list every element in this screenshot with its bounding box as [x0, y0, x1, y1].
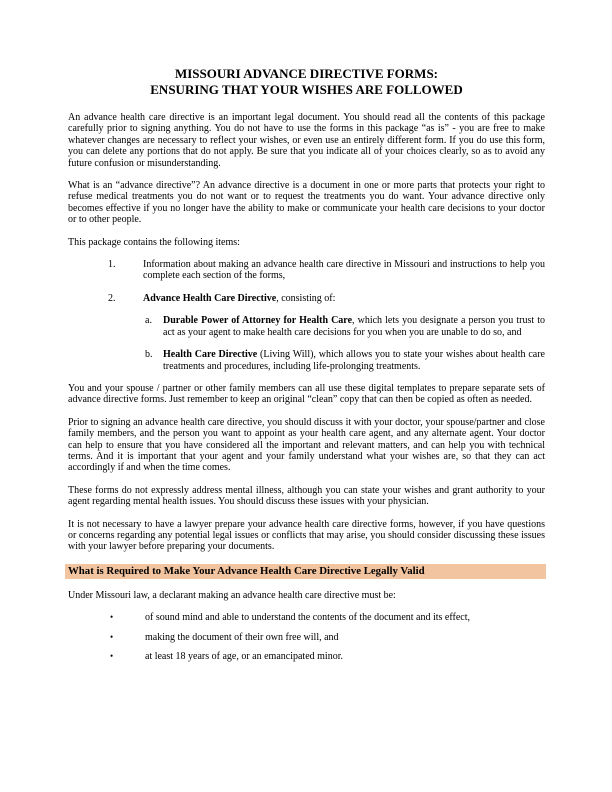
sub-item-letter: a. [145, 315, 152, 327]
section-heading: What is Required to Make Your Advance Health Care Directive Legally Valid [65, 564, 546, 579]
list-item-text [143, 293, 545, 304]
list-item-bold-text: Advance Health Care Directive [143, 292, 277, 304]
requirement-bullet-3 [68, 651, 545, 662]
intro-paragraph-2: What is an “advance directive”? An advance directive is a document in one or more parts that protects your right to refuse medical treatments you do not want or to request the treatments you do want. Your advance directive only becomes effective if you no longer have the ability to make or communicate your health care decisions to your doctor or to other people. [68, 180, 545, 226]
bullet-text: making the document of their own free will, and [145, 631, 339, 643]
package-sub-item-b [145, 349, 545, 372]
sub-item-bold-text: Health Care Directive [163, 349, 258, 361]
sub-item-letter: b. [145, 349, 153, 361]
intro-paragraph-3: This package contains the following items: [68, 236, 240, 248]
title-line-1: MISSOURI ADVANCE DIRECTIVE FORMS: [174, 66, 439, 81]
body-paragraph-1: You and your spouse / partner or other family members can all use these digital templates to prepare separate sets of advance directive forms. Just remember to keep an original “clean” copy that can then be copied as often as needed. [68, 382, 545, 406]
sub-item-text [163, 315, 545, 338]
sub-item-text [163, 349, 545, 372]
body-paragraph-3: These forms do not expressly address mental illness, although you can state your wishes and grant authority to your agent regarding mental health issues. You should discuss these issues with your physician. [68, 484, 545, 508]
requirement-bullet-2 [68, 632, 545, 643]
package-list-item-1 [68, 259, 545, 282]
requirement-bullet-1 [68, 612, 545, 623]
intro-paragraph-1: An advance health care directive is an important legal document. You should read all the contents of this package carefully prior to signing anything. You do not have to use the forms in this package “as is” - you are free to make whatever changes are necessary to reflect your wishes, or even use an entirely different form. If you do use this form, you can delete any portions that do not apply. Be sure that you indicate all of your choices clearly, so as to avoid any future confusion or misunderstanding. [68, 112, 545, 169]
list-item-rest-text: , consisting of: [276, 292, 336, 304]
requirements-intro: Under Missouri law, a declarant making an advance health care directive must be: [68, 589, 396, 601]
list-item-text: Information about making an advance health care directive in Missouri and instructions to help you complete each section of the forms, [143, 259, 545, 282]
bullet-icon: • [110, 631, 114, 642]
package-sub-item-a [145, 315, 545, 338]
title-line-2: ENSURING THAT YOUR WISHES ARE FOLLOWED [150, 82, 463, 97]
document-title [68, 66, 545, 98]
bullet-text: at least 18 years of age, or an emancipated minor. [145, 651, 343, 662]
body-paragraph-2: Prior to signing an advance health care directive, you should discuss it with your doctor, your spouse/partner and close family members, and the person you want to appoint as your health care agent, and any alternate agent. Your doctor can help to ensure that you have considered all the important and relevant matters, and can help you with technical terms. And it is important that your agent and your family understand what your wishes are, so that they can act accordingly if and when the time comes. [68, 416, 545, 474]
body-paragraph-4: It is not necessary to have a lawyer prepare your advance health care directive forms, however, if you have questions or concerns regarding any potential legal issues or conflicts that may arise, you should consider discussing these issues with your lawyer before preparing your documents. [68, 518, 545, 553]
sub-item-rest-text: , which lets you designate a person you trust to act as your agent to make health care decisions for you when you are unable to do so, and [163, 315, 545, 338]
sub-item-rest-text: (Living Will), which allows you to state your wishes about health care treatments and procedures, including life-prolonging treatments. [163, 349, 545, 372]
package-list-item-2 [68, 293, 545, 304]
bullet-icon: • [110, 612, 114, 623]
bullet-text: of sound mind and able to understand the contents of the document and its effect, [145, 612, 471, 624]
bullet-icon: • [110, 651, 114, 661]
list-number: 1. [108, 259, 116, 271]
list-number: 2. [108, 292, 116, 304]
sub-item-bold-text: Durable Power of Attorney for Health Care [163, 315, 353, 327]
